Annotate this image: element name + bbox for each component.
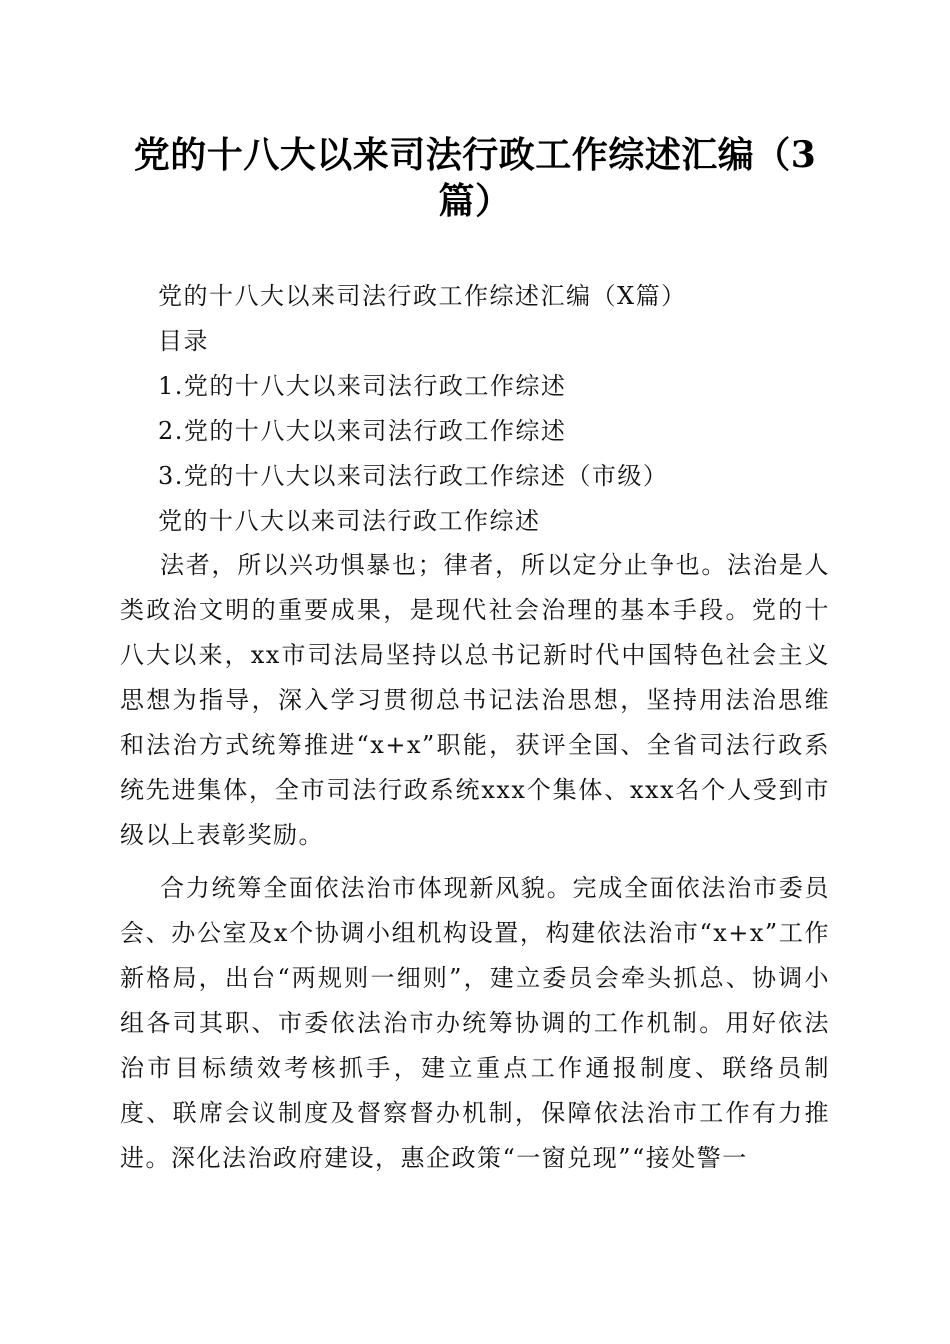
toc-item-2: 2.党的十八大以来司法行政工作综述 — [158, 417, 567, 445]
toc-item-3: 3.党的十八大以来司法行政工作综述（市级） — [158, 462, 669, 490]
compilation-heading: 党的十八大以来司法行政工作综述汇编（X篇） — [158, 282, 687, 310]
body-paragraph-1: 法者，所以兴功惧暴也；律者，所以定分止争也。法治是人类政治文明的重要成果，是现代社会治理的基本手段。党的十八大以来，xx市司法局坚持以总书记新时代中国特色社会主义思想为指导，深入学习贯彻总书记法治思想，坚持用法治思维和法治方式统筹推进“x+x”职能，获评全国、全省司法行政系统先进集体，全市司法行政系统xxx个集体、xxx名个人受到市级以上表彰奖励。 — [120, 551, 830, 849]
document-title-line-1: 党的十八大以来司法行政工作综述汇编（3 — [133, 134, 817, 176]
article-title: 党的十八大以来司法行政工作综述 — [158, 507, 541, 535]
catalog-label: 目录 — [158, 327, 209, 355]
table-of-contents — [120, 274, 830, 544]
document-title — [120, 132, 830, 224]
toc-item-1: 1.党的十八大以来司法行政工作综述 — [158, 372, 567, 400]
body-paragraph-2: 合力统筹全面依法治市体现新风貌。完成全面依法治市委员会、办公室及x个协调小组机构设置，构建依法治市“x+x”工作新格局，出台“两规则一细则”，建立委员会牵头抓总、协调小组各司其职、市委依法治市办统筹协调的工作机制。用好依法治市目标绩效考核抓手，建立重点工作通报制度、联络员制度、联席会议制度及督察督办机制，保障依法治市工作有力推进。深化法治政府建设，惠企政策“一窗兑现”“接处警一 — [120, 874, 830, 1172]
document-title-line-2: 篇） — [438, 180, 512, 222]
article-body — [120, 543, 830, 1189]
